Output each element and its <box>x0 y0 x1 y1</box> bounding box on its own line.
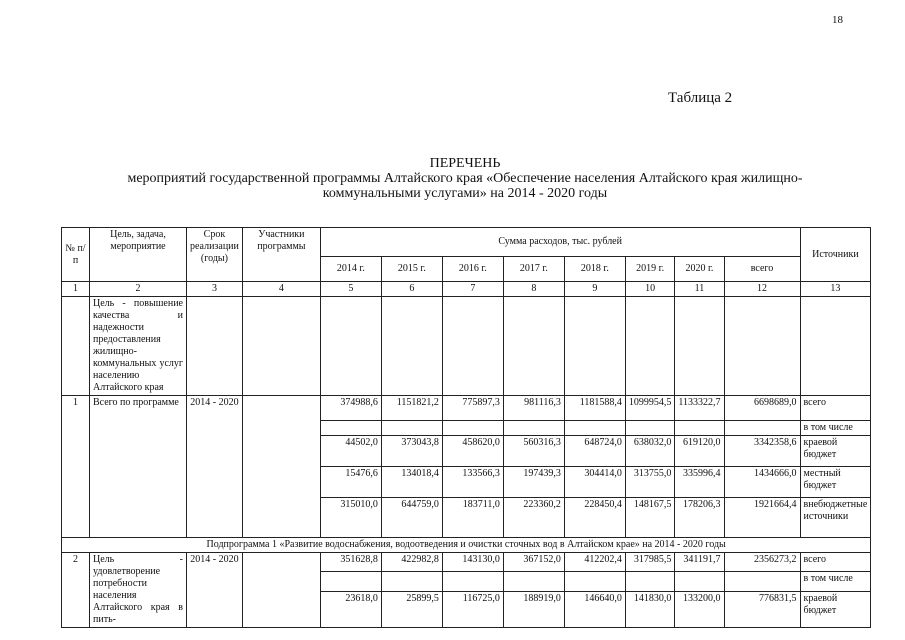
value-cell: 981116,3 <box>503 396 564 421</box>
column-number: 5 <box>320 282 381 297</box>
value-cell: 148167,5 <box>625 498 675 538</box>
source-cell: всего <box>800 553 871 572</box>
source-cell: местный бюджет <box>800 467 871 498</box>
header-sources: Источники <box>800 228 871 282</box>
value-cell: 373043,8 <box>381 436 442 467</box>
column-number: 6 <box>381 282 442 297</box>
column-number: 2 <box>90 282 187 297</box>
value-cell: 341191,7 <box>675 553 724 572</box>
value-cell: 44502,0 <box>320 436 381 467</box>
source-cell: в том числе <box>800 572 871 591</box>
measure-participants <box>242 553 320 628</box>
measure-name: Всего по программе <box>90 396 187 538</box>
value-cell: 143130,0 <box>442 553 503 572</box>
title-subtitle-line2: коммунальными услугами» на 2014 - 2020 годы <box>322 186 608 201</box>
page-number: 18 <box>832 14 843 26</box>
header-period: Срок реализации (годы) <box>187 228 243 282</box>
header-no: № п/п <box>62 228 90 282</box>
column-number: 11 <box>675 282 724 297</box>
column-number: 3 <box>187 282 243 297</box>
value-cell: 1133322,7 <box>675 396 724 421</box>
value-cell-total: 3342358,6 <box>724 436 800 467</box>
header-year: 2017 г. <box>503 257 564 282</box>
column-number: 13 <box>800 282 871 297</box>
header-year: 2014 г. <box>320 257 381 282</box>
value-cell: 146640,0 <box>564 591 625 627</box>
value-cell: 133566,3 <box>442 467 503 498</box>
value-cell: 317985,5 <box>625 553 675 572</box>
value-cell: 458620,0 <box>442 436 503 467</box>
value-cell: 15476,6 <box>320 467 381 498</box>
value-cell: 223360,2 <box>503 498 564 538</box>
value-cell: 367152,0 <box>503 553 564 572</box>
row-number: 2 <box>62 553 90 628</box>
value-cell: 228450,4 <box>564 498 625 538</box>
value-cell: 304414,0 <box>564 467 625 498</box>
value-cell: 197439,3 <box>503 467 564 498</box>
source-cell: в том числе <box>800 421 871 436</box>
source-cell: внебюджетные источники <box>800 498 871 538</box>
header-year: 2016 г. <box>442 257 503 282</box>
column-number-row <box>62 282 871 297</box>
table-row <box>62 396 871 421</box>
column-number: 12 <box>724 282 800 297</box>
value-cell: 313755,0 <box>625 467 675 498</box>
header-sum: Сумма расходов, тыс. рублей <box>320 228 800 257</box>
subprogram-title: Подпрограмма 1 «Развитие водоснабжения, водоотведения и очистки сточных вод в Алтайском крае» на 2014 - 2020 годы <box>62 538 871 553</box>
value-cell-total: 2356273,2 <box>724 553 800 572</box>
source-cell: всего <box>800 396 871 421</box>
source-cell: краевой бюджет <box>800 436 871 467</box>
title-main: ПЕРЕЧЕНЬ <box>429 156 501 171</box>
value-cell: 560316,3 <box>503 436 564 467</box>
header-year: 2019 г. <box>625 257 675 282</box>
measure-name: Цель - удовлетворение потребности населения Алтайского края в пить- <box>90 553 187 628</box>
value-cell: 116725,0 <box>442 591 503 627</box>
value-cell: 23618,0 <box>320 591 381 627</box>
value-cell: 619120,0 <box>675 436 724 467</box>
value-cell: 351628,8 <box>320 553 381 572</box>
measure-period: 2014 - 2020 <box>187 553 243 628</box>
value-cell-total: 776831,5 <box>724 591 800 627</box>
expenditure-table <box>61 227 871 628</box>
column-number: 1 <box>62 282 90 297</box>
header-year: 2015 г. <box>381 257 442 282</box>
value-cell: 134018,4 <box>381 467 442 498</box>
value-cell: 178206,3 <box>675 498 724 538</box>
title-subtitle-line1: мероприятий государственной программы Алтайского края «Обеспечение населения Алтайского края жилищно- <box>127 171 803 186</box>
value-cell-total: 1921664,4 <box>724 498 800 538</box>
subprogram-row <box>62 538 871 553</box>
value-cell: 1151821,2 <box>381 396 442 421</box>
value-cell: 1181588,4 <box>564 396 625 421</box>
value-cell: 133200,0 <box>675 591 724 627</box>
value-cell: 183711,0 <box>442 498 503 538</box>
value-cell: 412202,4 <box>564 553 625 572</box>
value-cell: 775897,3 <box>442 396 503 421</box>
column-number: 4 <box>242 282 320 297</box>
value-cell-total: 6698689,0 <box>724 396 800 421</box>
value-cell-total: 1434666,0 <box>724 467 800 498</box>
header-goal: Цель, задача, мероприятие <box>90 228 187 282</box>
header-year: 2020 г. <box>675 257 724 282</box>
value-cell: 1099954,5 <box>625 396 675 421</box>
value-cell: 638032,0 <box>625 436 675 467</box>
source-cell: краевой бюджет <box>800 591 871 627</box>
header-year-total: всего <box>724 257 800 282</box>
row-number: 1 <box>62 396 90 538</box>
header-participants: Участники программы <box>242 228 320 282</box>
measure-period: 2014 - 2020 <box>187 396 243 538</box>
column-number: 9 <box>564 282 625 297</box>
goal-row <box>62 297 871 396</box>
value-cell: 374988,6 <box>320 396 381 421</box>
column-number: 7 <box>442 282 503 297</box>
table-row <box>62 553 871 572</box>
value-cell: 188919,0 <box>503 591 564 627</box>
document-title <box>60 156 870 201</box>
header-year: 2018 г. <box>564 257 625 282</box>
value-cell: 335996,4 <box>675 467 724 498</box>
value-cell: 25899,5 <box>381 591 442 627</box>
column-number: 10 <box>625 282 675 297</box>
value-cell: 648724,0 <box>564 436 625 467</box>
column-number: 8 <box>503 282 564 297</box>
value-cell: 644759,0 <box>381 498 442 538</box>
value-cell: 422982,8 <box>381 553 442 572</box>
table-label: Таблица 2 <box>668 90 733 106</box>
value-cell: 315010,0 <box>320 498 381 538</box>
measure-participants <box>242 396 320 538</box>
value-cell: 141830,0 <box>625 591 675 627</box>
goal-text: Цель - повышение качества и надежности предоставления жилищно-коммунальных услуг населению Алтайского края <box>90 297 187 396</box>
